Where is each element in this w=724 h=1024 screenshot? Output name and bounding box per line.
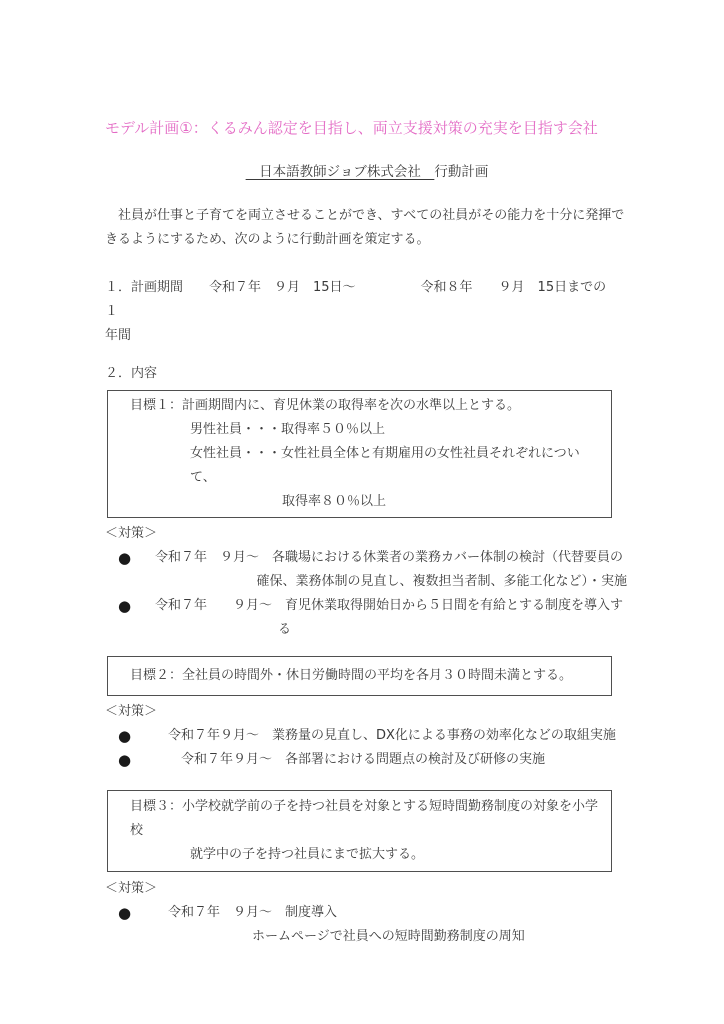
goal-2-line: 目標２：全社員の時間外・休日労働時間の平均を各月３０時間未満とする。 bbox=[130, 668, 573, 683]
measure-item bbox=[105, 546, 629, 594]
goal-1-line: 男性社員・・・取得率５０％以上 bbox=[190, 422, 386, 437]
measure-line: 令和７年９月～ 業務量の見直し、DX化による事務の効率化などの取組実施 bbox=[155, 728, 616, 743]
doc-title: モデル計画①：くるみん認定を目指し、両立支援対策の充実を目指す会社 bbox=[105, 119, 598, 137]
measure-line: 令和７年９月～ 各部署における問題点の検討及び研修の実施 bbox=[155, 752, 546, 767]
measure-item bbox=[105, 901, 629, 949]
measure-item bbox=[105, 594, 629, 642]
goal-3-line: 目標３：小学校就学前の子を持つ社員を対象とする短時間勤務制度の対象を小学校 bbox=[130, 799, 599, 838]
measure-line: る bbox=[278, 622, 292, 637]
bullet-icon: ● bbox=[118, 597, 132, 615]
measures-label: ＜対策＞ bbox=[105, 704, 158, 719]
plan-period-line: １．計画期間 令和７年 ９月 15日～ 令和８年 ９月 15日までの １ bbox=[105, 280, 620, 319]
bullet-icon: ● bbox=[118, 904, 132, 922]
document-content bbox=[105, 116, 629, 949]
plan-period-line: 年間 bbox=[105, 328, 132, 343]
measure-text bbox=[155, 748, 629, 772]
goal-1-line: 女性社員・・・女性社員全体と有期雇用の女性社員それぞれについて、 bbox=[190, 446, 580, 485]
goal-1-line: 取得率８０％以上 bbox=[282, 494, 387, 509]
goal-3-line: 就学中の子を持つ社員にまで拡大する。 bbox=[190, 847, 425, 862]
bullet-icon: ● bbox=[118, 751, 132, 769]
subtitle-label: 行動計画 bbox=[434, 164, 489, 180]
intro-line: 社員が仕事と子育てを両立させることができ、すべての社員がその能力を十分に発揮で bbox=[105, 208, 625, 223]
measure-text bbox=[155, 901, 629, 949]
bullet-icon: ● bbox=[118, 549, 132, 567]
measure-item bbox=[105, 748, 629, 772]
bullet-icon: ● bbox=[118, 727, 132, 745]
company-name: 日本語教師ジョブ株式会社 bbox=[245, 164, 435, 180]
goal-1-box bbox=[107, 390, 612, 518]
measure-line: 令和７年 ９月～ 育児休業取得開始日から５日間を有給とする制度を導入す bbox=[155, 598, 624, 613]
measure-item bbox=[105, 724, 629, 748]
goal-2-box bbox=[107, 656, 612, 696]
section-plan-period bbox=[105, 276, 629, 348]
measure-line: ホームページで社員への短時間勤務制度の周知 bbox=[252, 929, 525, 944]
intro-paragraph bbox=[105, 204, 629, 252]
measure-text bbox=[155, 546, 629, 594]
measures-label: ＜対策＞ bbox=[105, 881, 158, 896]
doc-subtitle bbox=[105, 160, 629, 184]
measure-text bbox=[155, 594, 629, 642]
measure-text bbox=[155, 724, 629, 748]
measure-line: 令和７年 ９月～ 各職場における休業者の業務カバー体制の検討（代替要員の bbox=[155, 550, 624, 565]
measure-line: 令和７年 ９月～ 制度導入 bbox=[155, 905, 338, 920]
goal-1-line: 目標１：計画期間内に、育児休業の取得率を次の水準以上とする。 bbox=[130, 398, 521, 413]
measure-line: 確保、業務体制の見直し、複数担当者制、多能工化など）・実施 bbox=[256, 574, 627, 589]
intro-line: きるようにするため、次のように行動計画を策定する。 bbox=[105, 232, 430, 247]
section-content-heading: ２．内容 bbox=[105, 366, 158, 381]
goal-3-box bbox=[107, 790, 612, 872]
measures-label: ＜対策＞ bbox=[105, 526, 158, 541]
